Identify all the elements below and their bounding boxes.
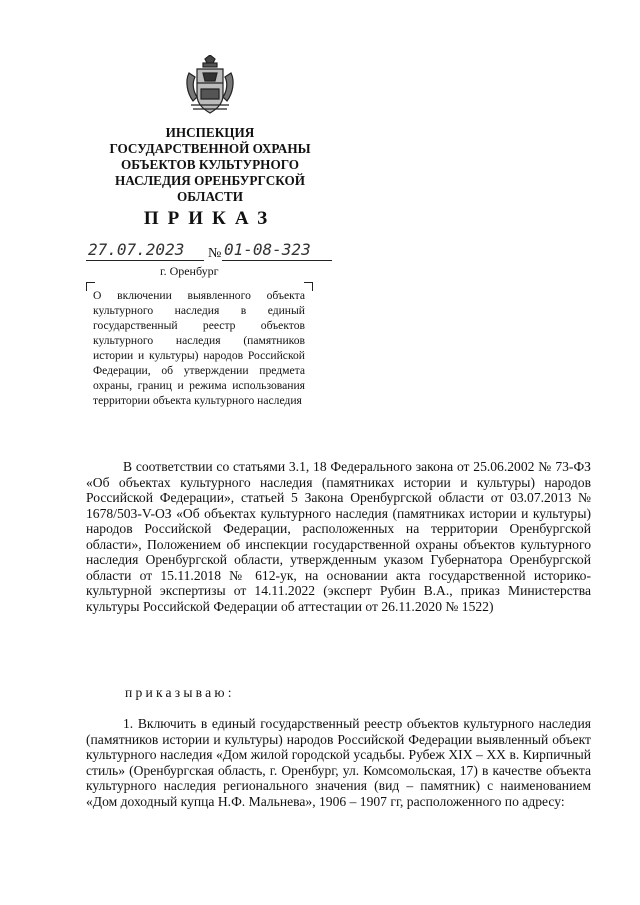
preamble-text: В соответствии со статьями 3.1, 18 Федерального закона от 25.06.2002 № 73-ФЗ «Об объектах культурного наследия (памятниках истории и культуры) народов Российской Федерации», статьей 5 Закона Оренбургской области от 03.07.2013 № 1678/503-V-ОЗ «Об объектах культурного наследия (памятниках истории и культуры) народов Российской Федерации, расположенных на территории Оренбургской области», Положением об инспекции государственной охраны объектов культурного наследия Оренбургской области, утвержденным указом Губернатора Оренбургской области от 15.11.2018 № 612-ук, на основании акта государственной историко-культурной экспертизы от 14.11.2022 (эксперт Рубин В.А., приказ Министерства культуры Российской Федерации об аттестации от 26.11.2020 № 1522): [86, 459, 591, 614]
subject-bracket-right: [304, 282, 313, 291]
issuing-authority: [82, 125, 338, 205]
order-item-1-text: 1. Включить в единый государственный реестр объектов культурного наследия (памятников истории и культуры) народов Российской Федерации выявленный объект культурного наследия «Дом жилой городской усадьбы. Рубеж XIX – XX в. Кирпичный стиль» (Оренбургская область, г. Оренбург, ул. Комсомольская, 17) в качестве объекта культурного наследия регионального значения (вид – памятник) с наименованием «Дом доходный купца Н.Ф. Мальнева», 1906 – 1907 гг, расположенного по адресу:: [86, 716, 591, 809]
date-underline: [86, 260, 204, 261]
place-of-issue: г. Оренбург: [160, 264, 219, 278]
order-item-1: [86, 716, 591, 809]
handwritten-number: 01-08-323: [224, 240, 311, 259]
org-line: НАСЛЕДИЯ ОРЕНБУРГСКОЙ: [115, 173, 305, 188]
org-line: ОБЪЕКТОВ КУЛЬТУРНОГО: [120, 157, 300, 172]
preamble: [86, 459, 591, 614]
handwritten-date: 27.07.2023: [88, 240, 185, 259]
order-word: приказываю:: [125, 685, 235, 700]
number-sign: №: [208, 246, 222, 261]
org-line: ИНСПЕКЦИЯ: [165, 125, 255, 140]
document-subject: О включении выявленного объекта культурного наследия в единый государственный реестр объектов культурного наследия (памятников истории и культуры) народов Российской Федерации, об утверждении предмета охраны, границ и режима использования территории объекта культурного наследия: [93, 289, 305, 407]
coat-of-arms-icon: [183, 55, 237, 117]
document-type: ПРИКАЗ: [143, 208, 277, 229]
org-line: ГОСУДАРСТВЕННОЙ ОХРАНЫ: [109, 141, 311, 156]
number-underline: [222, 260, 332, 261]
org-line: ОБЛАСТИ: [177, 189, 243, 204]
